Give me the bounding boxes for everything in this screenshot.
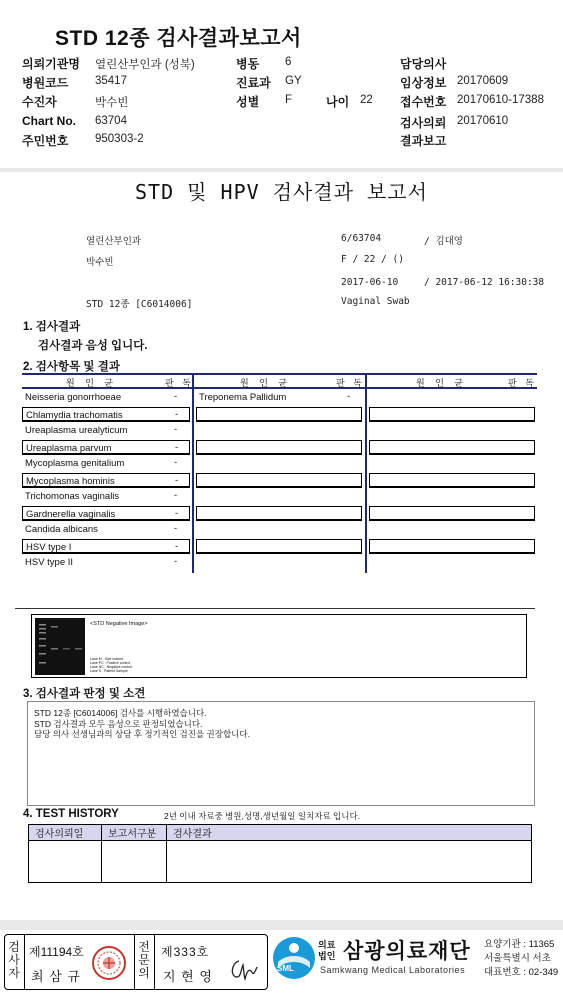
divider <box>24 935 25 990</box>
label-chart-no: Chart No. <box>22 114 76 128</box>
empty-result-cell <box>196 407 362 423</box>
value-hospital-code: 35417 <box>95 75 127 87</box>
organism-name: Gardnerella vaginalis <box>26 508 116 520</box>
section4-title: 4. TEST HISTORY <box>23 808 119 820</box>
empty-result-cell <box>196 440 362 456</box>
organism-name: Mycoplasma genitalium <box>25 458 125 469</box>
col1-judgement-header: 판 독 <box>165 378 194 388</box>
label-report-date: 결과보고 <box>400 134 447 148</box>
report-header <box>0 0 563 168</box>
examiner-name: 최 삼 규 <box>31 969 81 984</box>
signature-icon <box>227 957 263 983</box>
report-test-code: STD 12종 [C6014006] <box>86 299 193 310</box>
gel-lanes-icon <box>35 618 85 675</box>
value-sex: F <box>285 94 293 106</box>
col3-organism-header: 원 인 균 <box>416 378 468 388</box>
gel-image <box>35 618 85 675</box>
organism-name: Ureaplasma urealyticum <box>25 425 128 436</box>
value-age: 22 <box>360 94 373 106</box>
judgement-value: - <box>174 424 178 435</box>
judgement-value: - <box>347 391 351 402</box>
label-department: 진료과 <box>236 76 271 90</box>
report-sex-age: F / 22 / () <box>341 254 404 265</box>
label-receipt-no: 접수번호 <box>400 95 447 109</box>
empty-result-cell <box>369 407 535 423</box>
col-divider <box>192 373 194 573</box>
judgement-value: - <box>174 391 178 402</box>
result-row <box>22 390 190 406</box>
gel-legend-item: Lane M : Size marker <box>90 657 124 661</box>
col1-organism-header: 원 인 균 <box>66 378 118 388</box>
specialist-label: 전문의 <box>138 940 150 980</box>
col2-organism-header: 원 인 균 <box>240 378 292 388</box>
value-institution: 열린산부인과 (성북) <box>95 59 195 71</box>
report-footer <box>0 930 563 1000</box>
empty-result-cell <box>369 473 535 489</box>
empty-result-cell <box>369 539 535 555</box>
org-info-line: 서울특별시 서초 <box>484 953 551 964</box>
result-row <box>22 539 190 555</box>
result-row <box>22 522 190 538</box>
value-receipt-no: 20170610-17388 <box>457 94 544 106</box>
empty-result-cell <box>369 506 535 522</box>
separator-line <box>15 608 535 609</box>
report-report-date: / 2017-06-12 16:30:38 <box>424 277 545 288</box>
section1-title: 1. 검사결과 <box>23 321 81 333</box>
org-prefix: 의료법인 <box>318 940 336 961</box>
col2-judgement-header: 판 독 <box>336 378 365 388</box>
value-patient: 박수빈 <box>95 97 129 109</box>
result-row <box>22 423 190 439</box>
organism-name: Treponema Pallidum <box>199 392 287 403</box>
empty-result-cell <box>196 539 362 555</box>
section4-note: 2년 이내 자료중 병원,성명,생년월일 일치자료 입니다. <box>164 811 361 821</box>
organism-name: Ureaplasma parvum <box>26 442 112 454</box>
report-patient: 박수빈 <box>86 257 114 268</box>
org-english-name: Samkwang Medical Laboratories <box>320 965 466 975</box>
result-row <box>22 407 190 423</box>
label-clinical-info: 임상정보 <box>400 76 447 90</box>
result-row <box>22 456 190 472</box>
label-age: 나이 <box>326 95 350 109</box>
section2-title: 2. 검사항목 및 결과 <box>23 361 120 373</box>
result-row <box>22 555 190 571</box>
gel-image-label: <STD Negative Image> <box>90 621 148 627</box>
examiner-seal-icon <box>91 945 127 981</box>
org-name: 삼광의료재단 <box>343 940 471 963</box>
organism-name: Neisseria gonorrhoeae <box>25 392 122 403</box>
comment-box <box>27 701 535 806</box>
label-ward: 병동 <box>236 57 260 71</box>
header-title: STD 12종 검사결과보고서 <box>55 27 302 50</box>
result-row <box>22 489 190 505</box>
value-department: GY <box>285 75 302 87</box>
section1-result: 검사결과 음성 입니다. <box>38 340 148 352</box>
comment-line: STD 검사결과 모두 음성으로 판정되었습니다. <box>34 718 203 729</box>
organism-name: Candida albicans <box>25 524 98 535</box>
history-table <box>28 824 532 883</box>
judgement-value: - <box>175 540 179 552</box>
label-patient: 수진자 <box>22 95 57 109</box>
divider <box>154 935 155 990</box>
specialist-name: 지 현 영 <box>163 969 213 984</box>
org-info <box>484 938 558 980</box>
history-empty-row <box>29 841 532 883</box>
specialist-license-no: 제333호 <box>161 945 210 959</box>
judgement-value: - <box>174 556 178 567</box>
judgement-value: - <box>174 490 178 501</box>
col3-judgement-header: 판 독 <box>508 378 537 388</box>
report-chart-no: 6/63704 <box>341 233 382 244</box>
judgement-value: - <box>174 523 178 534</box>
result-row <box>22 506 190 522</box>
report-doctor: / 김대영 <box>424 236 463 247</box>
result-row <box>196 390 362 406</box>
signature-box <box>4 934 268 990</box>
history-header-report-type: 보고서구분 <box>102 825 167 841</box>
value-chart-no: 63704 <box>95 115 127 127</box>
results-table <box>22 373 537 568</box>
empty-result-cell <box>196 506 362 522</box>
report-specimen: Vaginal Swab <box>341 296 410 307</box>
judgement-value: - <box>175 408 179 420</box>
report-title: STD 및 HPV 검사결과 보고서 <box>135 180 428 204</box>
value-clinical-info: 20170609 <box>457 75 509 87</box>
report-institution: 열린산부인과 <box>86 236 142 247</box>
comment-line: STD 12종 [C6014006] 검사를 시행하였습니다. <box>34 708 207 718</box>
organism-name: Mycoplasma hominis <box>26 475 115 487</box>
label-doctor: 담당의사 <box>400 57 447 71</box>
gel-legend <box>90 657 132 673</box>
organism-name: Trichomonas vaginalis <box>25 491 120 502</box>
gel-legend-item: Lane NC : Negative control <box>90 665 133 669</box>
history-header-result: 검사결과 <box>167 825 532 841</box>
gel-legend-item: Lane PC : Positive control <box>90 661 131 665</box>
comment-line: 담당 의사 선생님과의 상담 후 정기적인 검진을 권장합니다. <box>34 729 250 739</box>
label-institution: 의뢰기관명 <box>22 57 80 71</box>
divider <box>134 935 135 990</box>
sml-logo-text: SML <box>277 964 294 973</box>
label-request-date: 검사의뢰 <box>400 116 447 130</box>
judgement-value: - <box>175 507 179 519</box>
value-ward: 6 <box>285 56 292 68</box>
label-resident-no: 주민번호 <box>22 134 69 148</box>
sml-logo-icon <box>272 936 316 980</box>
section3-title: 3. 검사결과 판정 및 소견 <box>23 688 146 700</box>
judgement-value: - <box>175 474 179 486</box>
label-sex: 성별 <box>236 95 260 109</box>
organism-name: HSV type I <box>26 541 72 553</box>
examiner-license-no: 제11194호 <box>29 945 84 959</box>
history-header-request-date: 검사의뢰일 <box>29 825 102 841</box>
judgement-value: - <box>174 457 178 468</box>
empty-result-cell <box>196 473 362 489</box>
empty-result-cell <box>369 440 535 456</box>
value-resident-no: 950303-2 <box>95 133 144 145</box>
report-request-date: 2017-06-10 <box>341 277 399 288</box>
judgement-value: - <box>175 441 179 453</box>
report-sheet <box>0 172 563 920</box>
result-row <box>22 473 190 489</box>
org-info-line: 대표번호 : 02-349 <box>484 967 559 978</box>
value-request-date: 20170610 <box>457 115 509 127</box>
org-info-line: 요양기관 : 11365 <box>484 939 555 950</box>
result-row <box>22 440 190 456</box>
examiner-label: 검사자 <box>8 940 20 980</box>
col-divider <box>365 373 367 573</box>
label-hospital-code: 병원코드 <box>22 76 69 90</box>
gel-image-frame <box>31 614 527 678</box>
organism-name: HSV type II <box>25 557 74 568</box>
organism-name: Chlamydia trachomatis <box>26 409 123 421</box>
gel-legend-item: Lane S : Patient Sample <box>90 669 128 673</box>
